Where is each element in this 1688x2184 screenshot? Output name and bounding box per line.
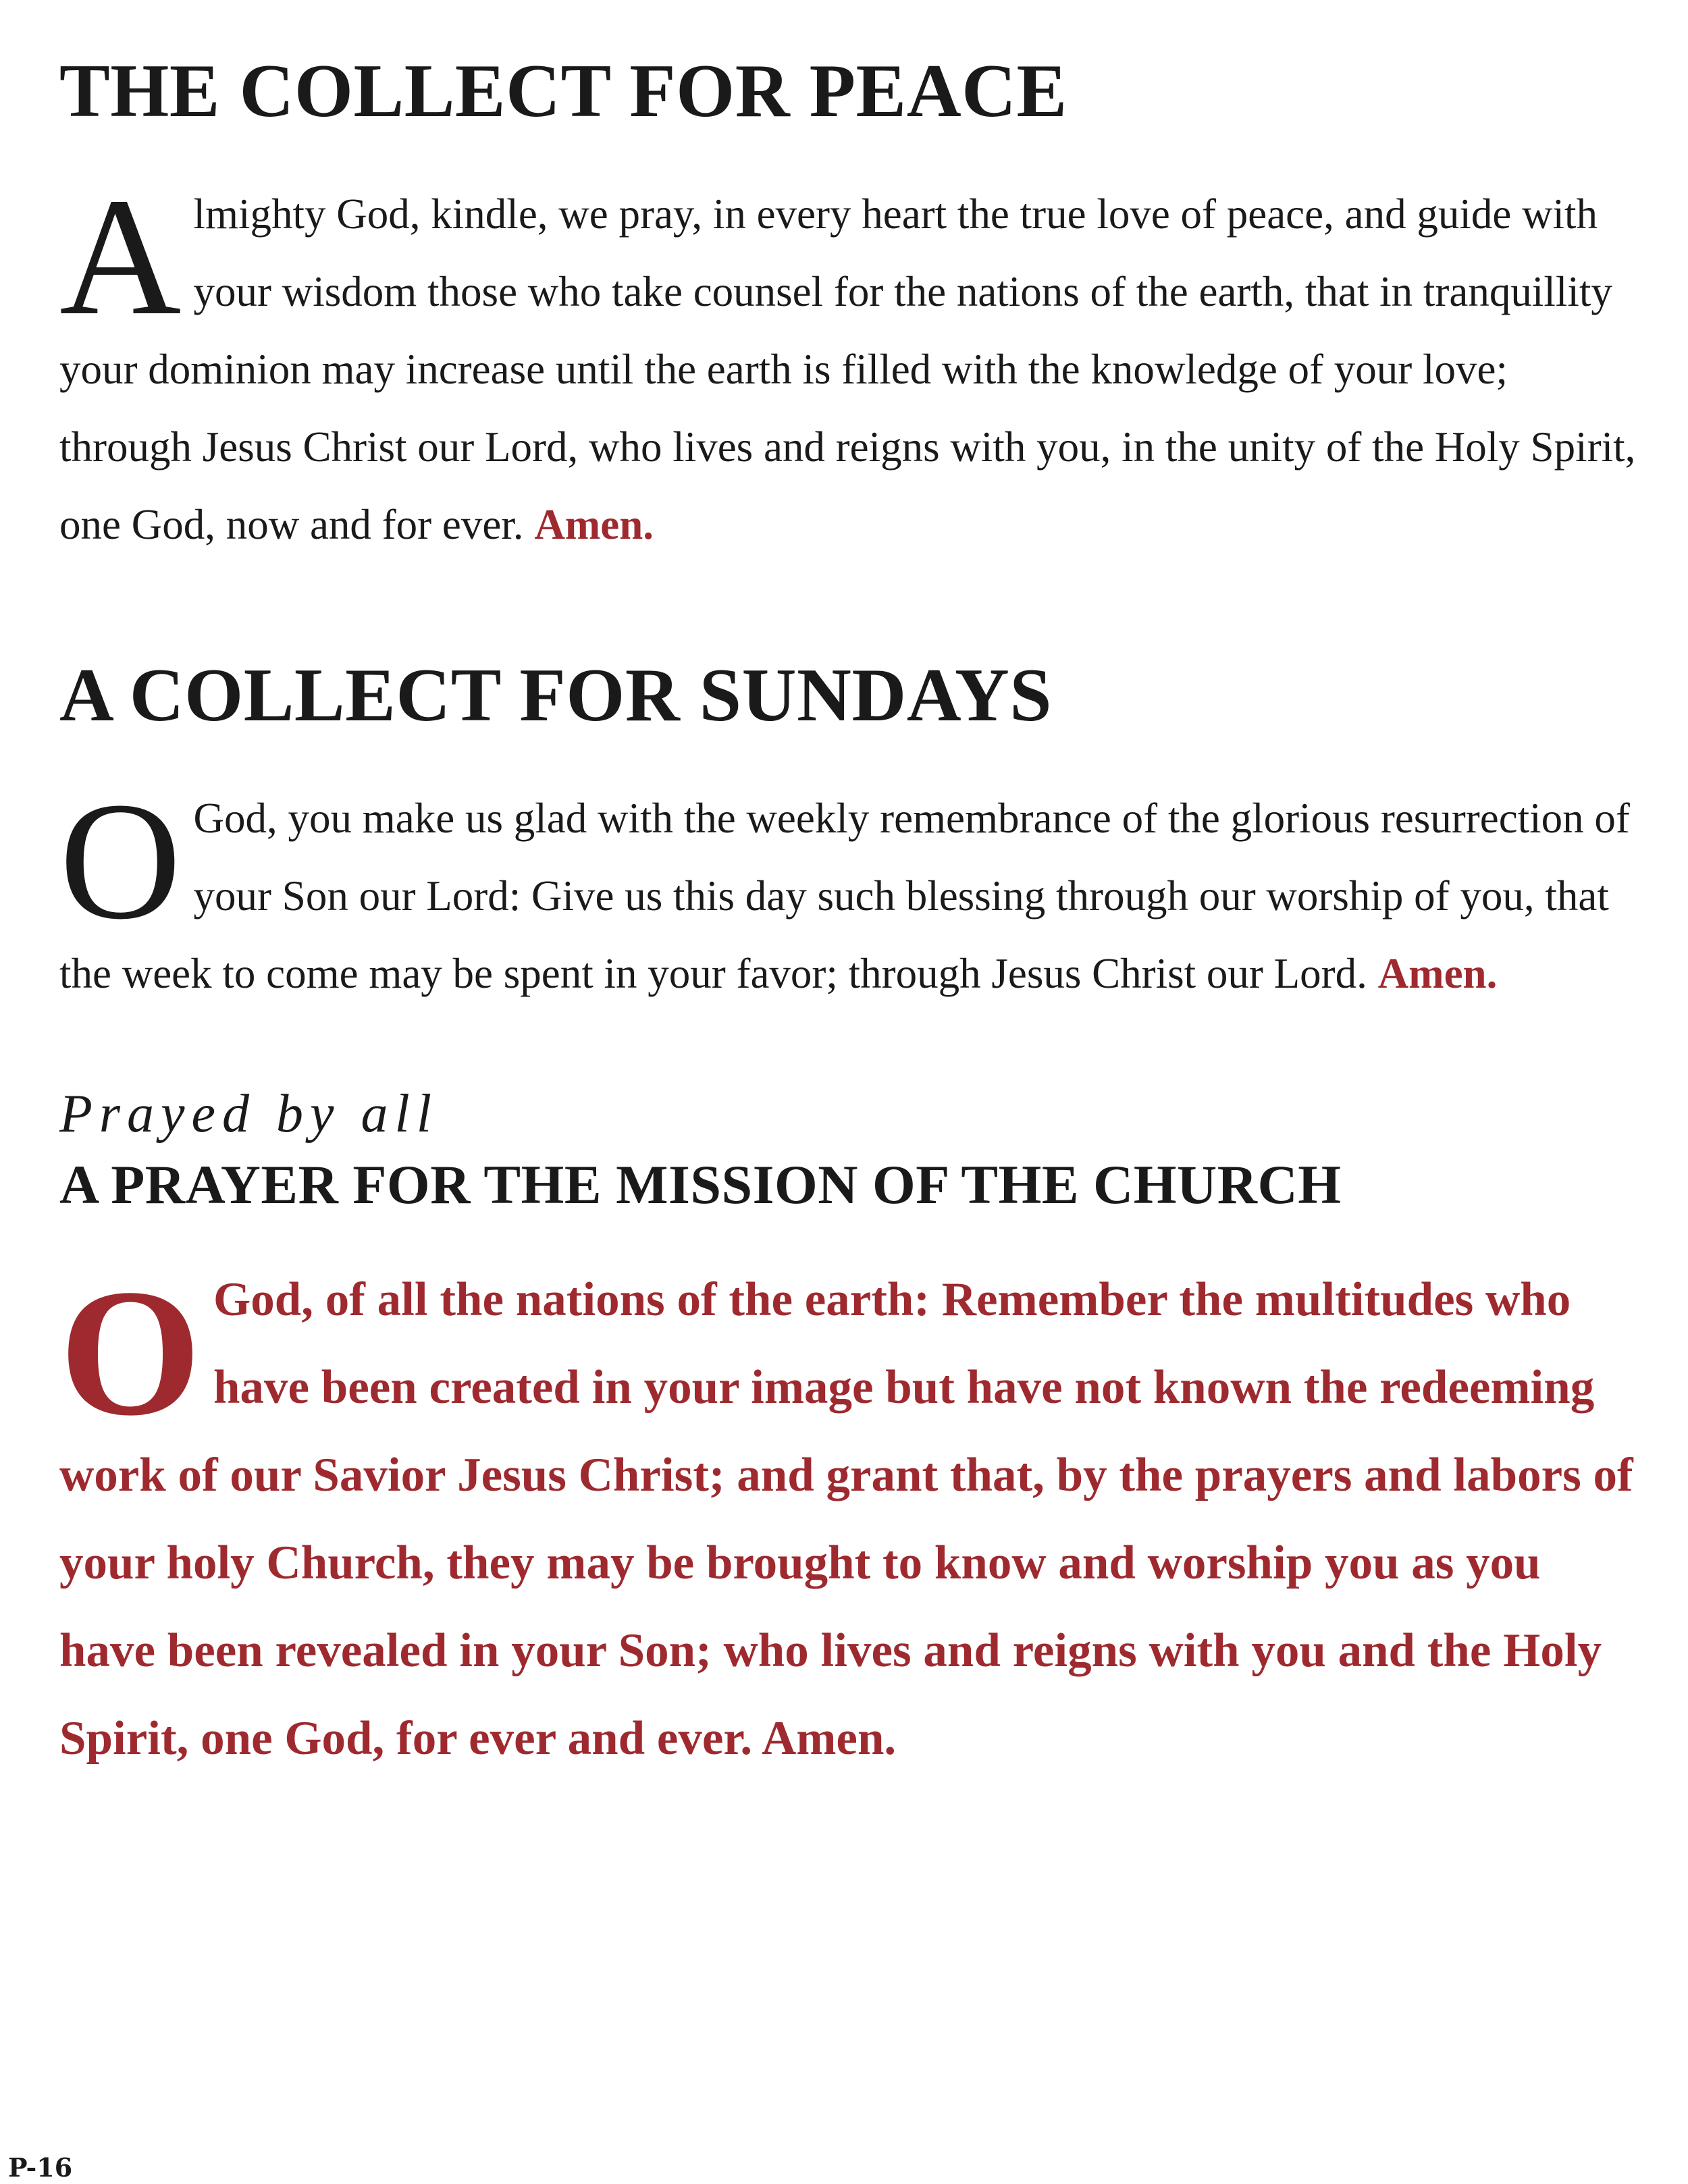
drop-cap: O <box>59 768 182 955</box>
mission-prayer-text <box>59 1252 1639 1782</box>
amen-response: Amen. <box>534 501 654 548</box>
amen-response: Amen. <box>762 1712 897 1765</box>
drop-cap: O <box>59 1252 202 1454</box>
collect-for-peace-text <box>59 163 1639 564</box>
drop-cap: A <box>59 163 182 350</box>
page-number: P-16 <box>8 2152 73 2183</box>
mission-prayer-title: A PRAYER FOR THE MISSION OF THE CHURCH <box>59 1154 1342 1215</box>
page-content <box>59 41 1639 1782</box>
prayer-body: lmighty God, kindle, we pray, in every heart the true love of peace, and guide with your wisdom those who take counsel for the nations of the earth, that in tranquillity your dominion may increase until the earth is filled with the knowledge of your love; through Jesus Christ our Lord, who lives and reigns with you, in the unity of the Holy Spirit, one God, now and for ever. <box>59 190 1636 548</box>
prayer-body: God, you make us glad with the weekly remembrance of the glorious resurrection of your Son our Lord: Give us this day such blessing through our worship of you, that the week to come may be spent in your favor; through Jesus Christ our Lord. <box>59 795 1630 997</box>
amen-response: Amen. <box>1377 950 1498 997</box>
collect-for-sundays-title: A COLLECT FOR SUNDAYS <box>59 654 1052 737</box>
prayer-body: God, of all the nations of the earth: Remember the multitudes who have been created in your image but have not known the redeeming work of our Savior Jesus Christ; and grant that, by the prayers and labors of your holy Church, they may be brought to know and worship you as you have been revealed in your Son; who lives and reigns with you and the Holy Spirit, one God, for ever and ever. <box>59 1273 1633 1765</box>
collect-for-sundays-text <box>59 768 1639 1013</box>
prayed-by-all-rubric: Prayed by all <box>59 1084 438 1144</box>
collect-for-peace-title: THE COLLECT FOR PEACE <box>59 49 1067 133</box>
